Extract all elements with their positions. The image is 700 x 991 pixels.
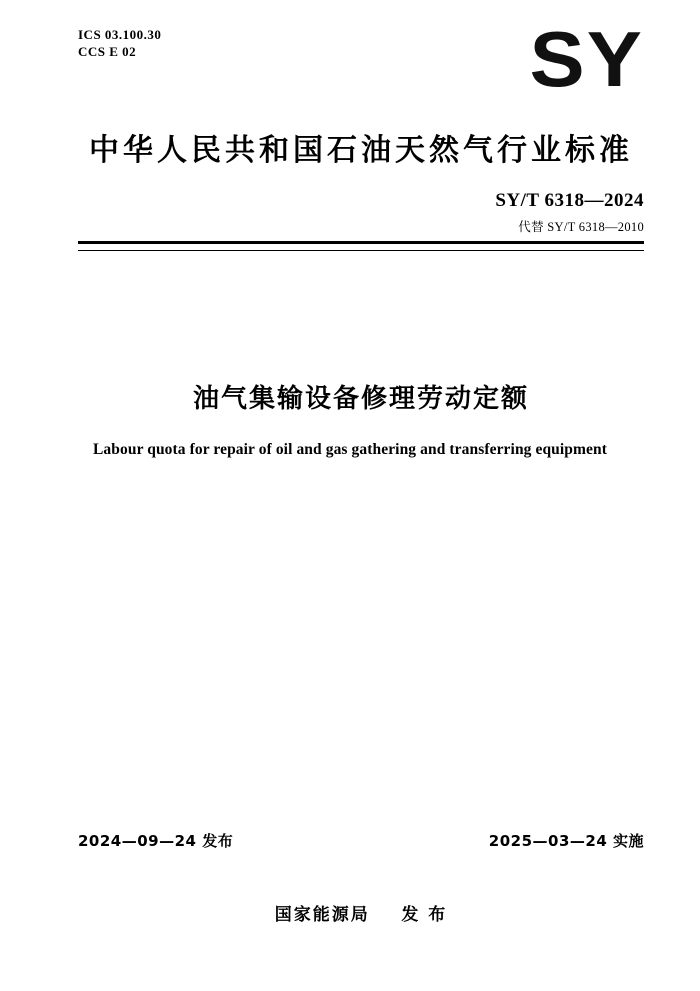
header-zone bbox=[78, 15, 644, 131]
classification-codes bbox=[78, 26, 161, 60]
ics-code: ICS 03.100.30 bbox=[78, 27, 162, 42]
divider-thin bbox=[78, 250, 644, 251]
publisher: 国家能源局 发 布 bbox=[274, 905, 448, 925]
title-chinese: 油气集输设备修理劳动定额 bbox=[192, 384, 529, 414]
ccs-code: CCS E 02 bbox=[78, 44, 137, 59]
implementation-date: 2025—03—24 实施 bbox=[488, 832, 644, 850]
standard-replaces: 代替 SY/T 6318—2010 bbox=[518, 220, 644, 234]
dates-row bbox=[78, 830, 644, 854]
standard-series-name: 中华人民共和国石油天然气行业标准 bbox=[89, 133, 633, 168]
title-english: Labour quota for repair of oil and gas gathering and transferring equipment bbox=[92, 441, 608, 458]
issue-date: 2024—09—24 发布 bbox=[78, 832, 234, 850]
divider-thick bbox=[78, 241, 644, 244]
standard-number-block bbox=[495, 190, 644, 235]
sy-logo: SY bbox=[529, 15, 644, 103]
standard-number: SY/T 6318—2024 bbox=[495, 190, 644, 211]
